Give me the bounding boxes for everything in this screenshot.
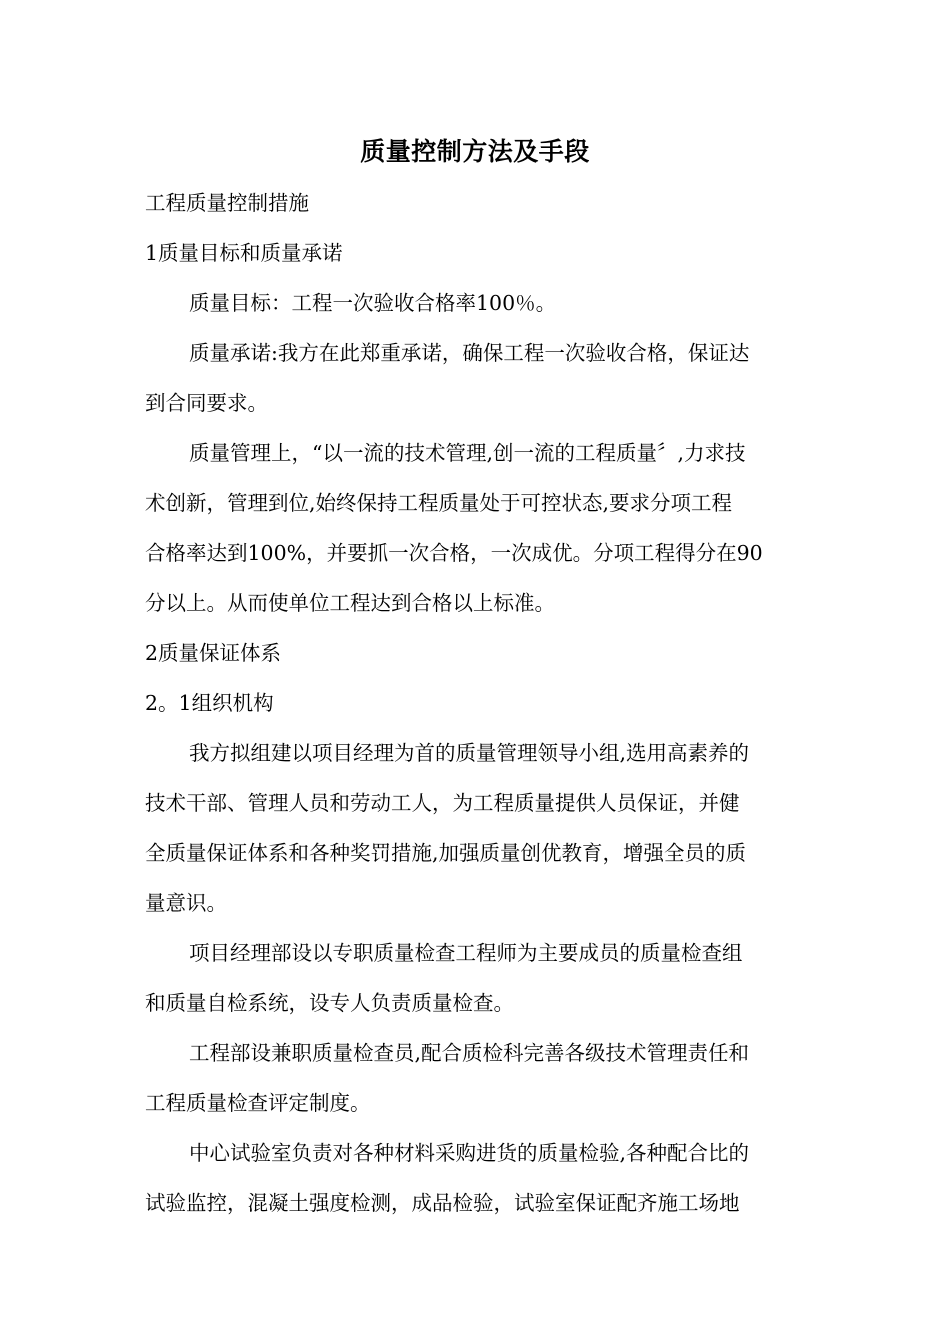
paragraph-line: 全质量保证体系和各种奖罚措施,加强质量创优教育，增强全员的质 xyxy=(145,841,747,865)
paragraph-line: 工程质量检查评定制度。 xyxy=(145,1091,371,1115)
paragraph-line: 质量管理上，“以一流的技术管理,创一流的工程质量〞,力求技 xyxy=(189,441,746,465)
paragraph-line: 项目经理部设以专职质量检查工程师为主要成员的质量检查组 xyxy=(189,941,743,965)
paragraph-line: 试验监控，混凝土强度检测，成品检验，试验室保证配齐施工场地 xyxy=(145,1191,740,1215)
document-body xyxy=(145,178,807,1228)
paragraph-line: 技术干部、管理人员和劳动工人，为工程质量提供人员保证，并健 xyxy=(145,791,740,815)
paragraph-line: 到合同要求。 xyxy=(145,391,268,415)
subsection-heading: 2。1组织机构 xyxy=(145,691,274,715)
paragraph-line: 量意识。 xyxy=(145,891,227,915)
paragraph-line: 分以上。从而使单位工程达到合格以上标准。 xyxy=(145,591,555,615)
paragraph-line: 我方拟组建以项目经理为首的质量管理领导小组,选用高素养的 xyxy=(189,741,750,765)
paragraph-line: 术创新，管理到位,始终保持工程质量处于可控状态,要求分项工程 xyxy=(145,491,733,515)
paragraph-line: 质量承诺:我方在此郑重承诺，确保工程一次验收合格，保证达 xyxy=(189,341,750,365)
page-title: 质量控制方法及手段 xyxy=(360,137,590,166)
section-heading: 2质量保证体系 xyxy=(145,641,282,665)
paragraph-line: 质量目标：工程一次验收合格率100％。 xyxy=(189,291,557,315)
paragraph-line: 和质量自检系统，设专人负责质量检查。 xyxy=(145,991,514,1015)
paragraph-line: 合格率达到100%，并要抓一次合格，一次成优。分项工程得分在90 xyxy=(145,541,763,565)
section-heading: 1质量目标和质量承诺 xyxy=(145,241,343,265)
paragraph-line: 工程部设兼职质量检查员,配合质检科完善各级技术管理责任和 xyxy=(189,1041,750,1065)
section-heading: 工程质量控制措施 xyxy=(145,191,309,215)
paragraph-line: 中心试验室负责对各种材料采购进货的质量检验,各种配合比的 xyxy=(189,1141,750,1165)
